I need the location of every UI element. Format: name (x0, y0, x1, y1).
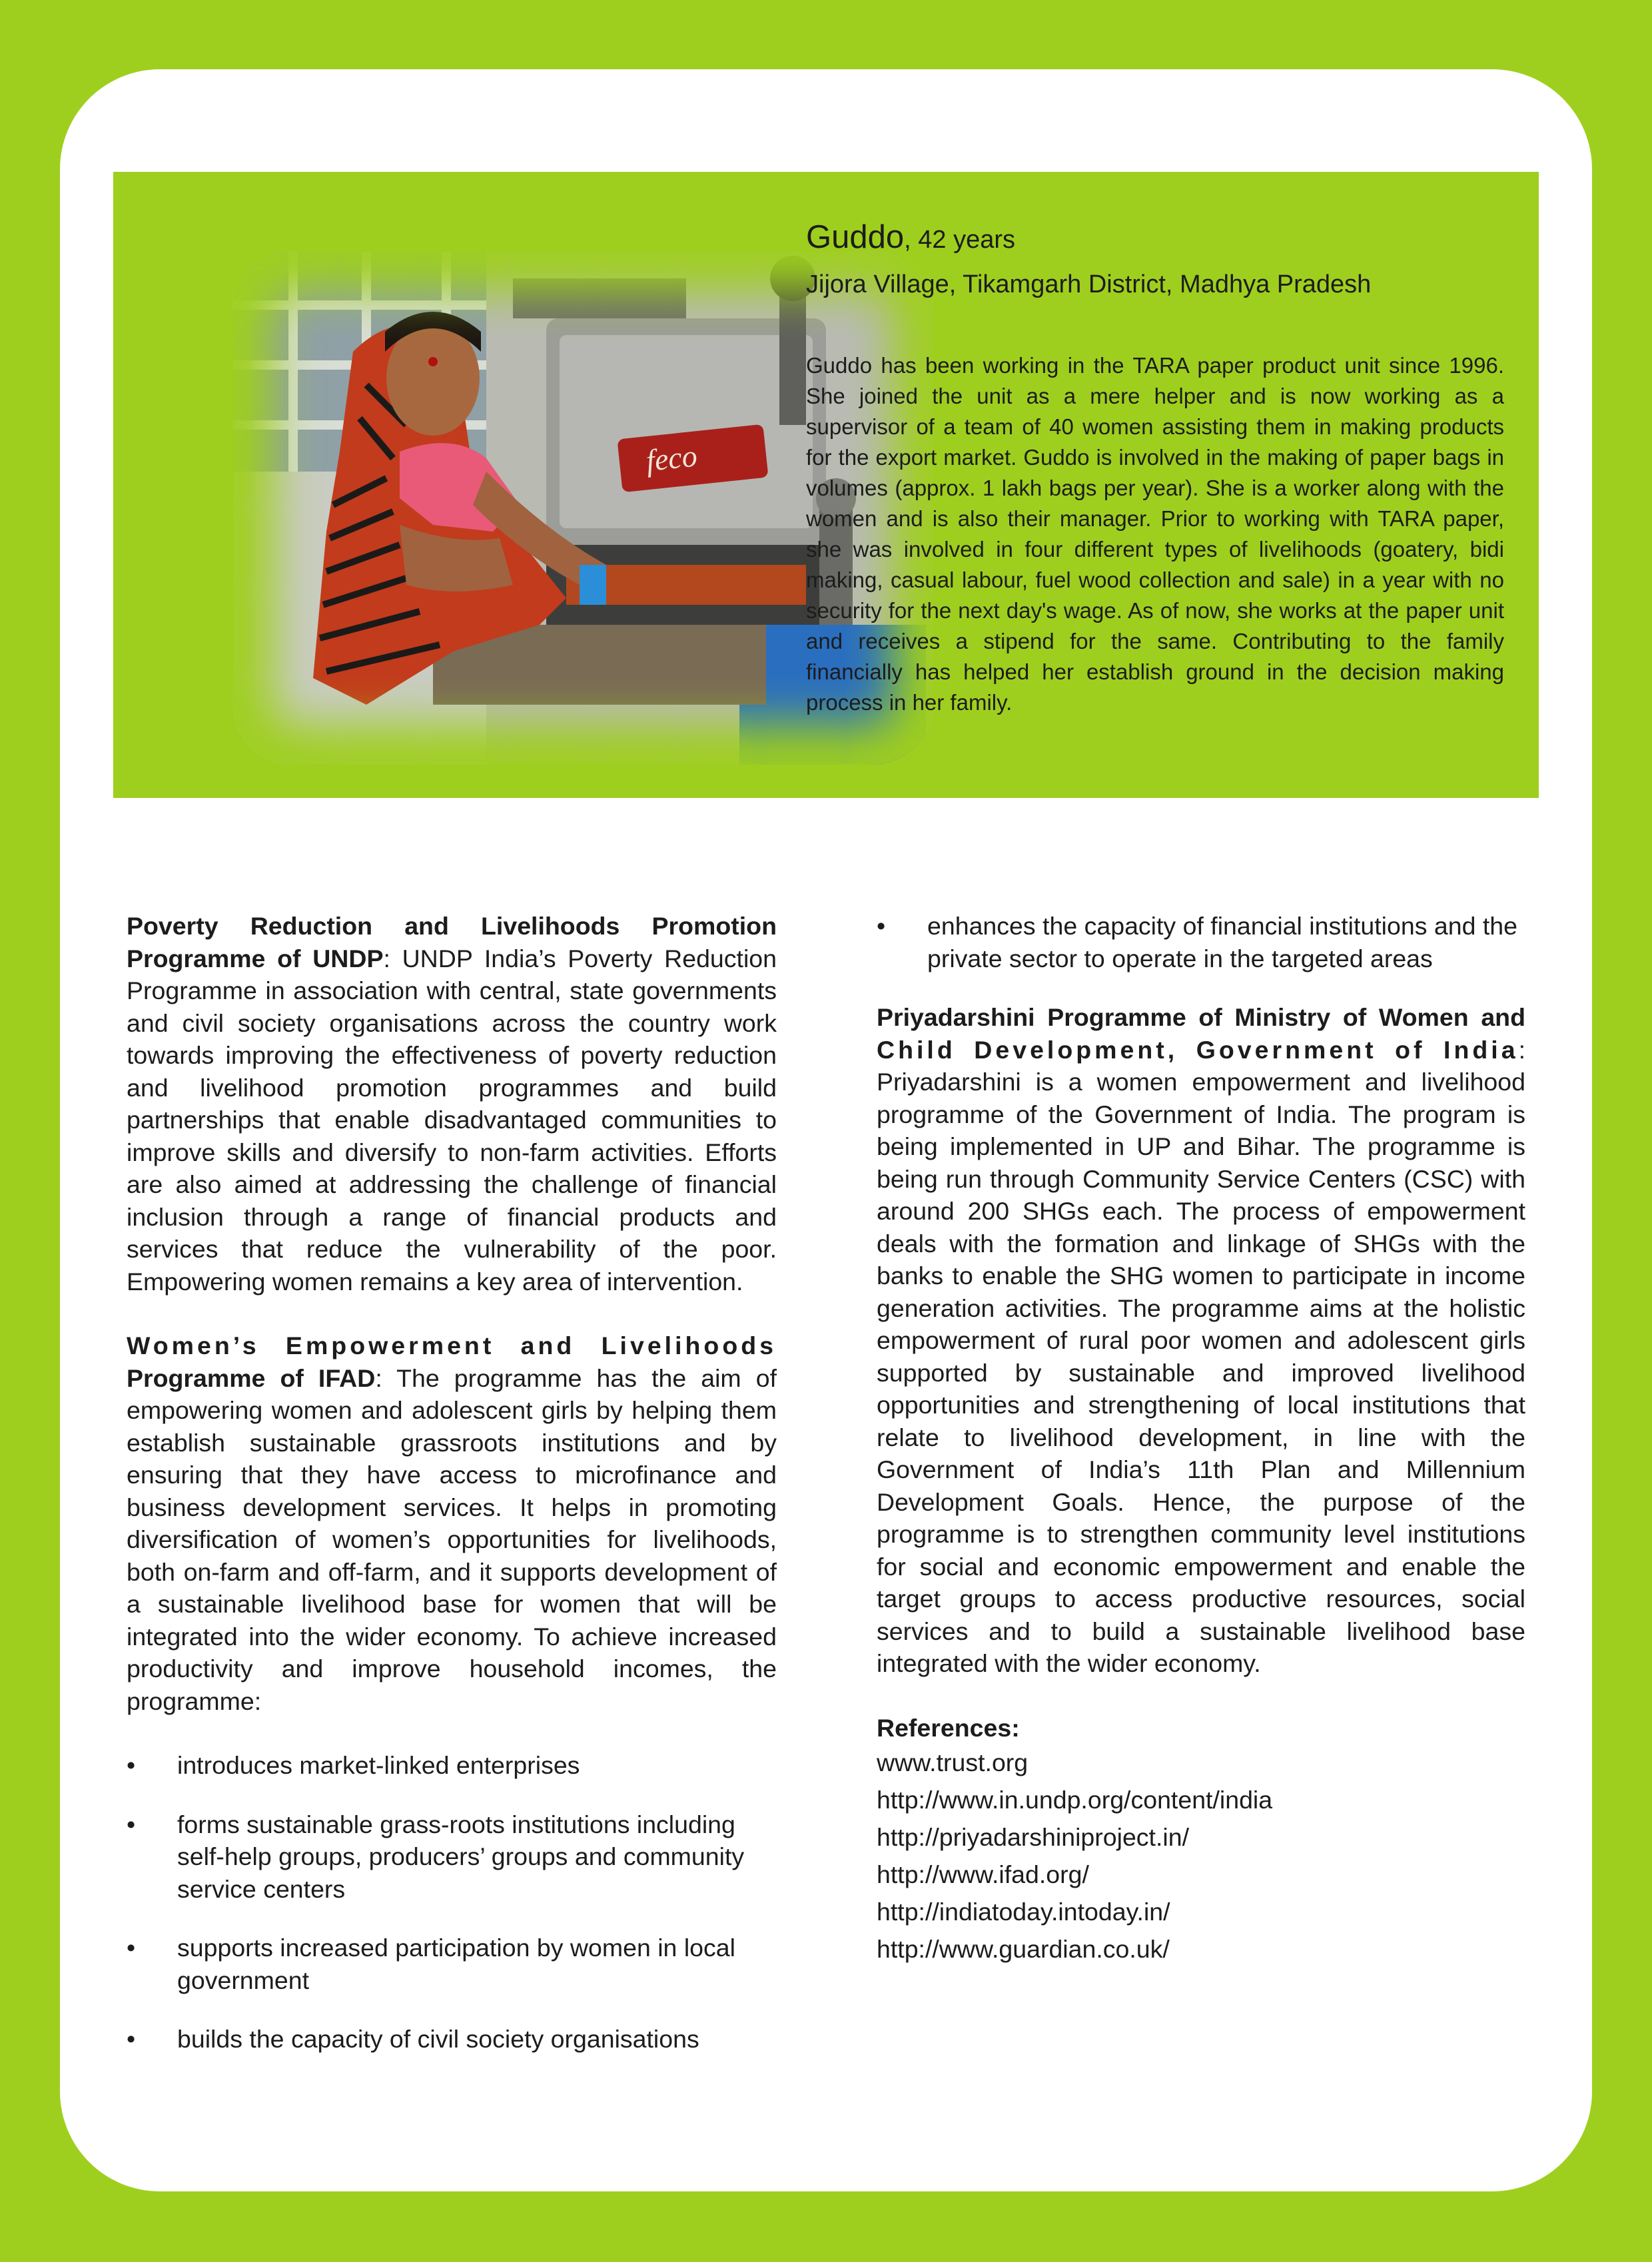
references-heading: References: (877, 1713, 1020, 1742)
ifad-bullet-list-continued (877, 910, 1525, 974)
references-list (877, 1744, 1525, 1968)
reference-link[interactable]: http://indiatoday.intoday.in/ (877, 1898, 1170, 1926)
person-age: , 42 years (904, 226, 1015, 254)
ifad-heading: Women’s Empowerment and Livelihoods (127, 1331, 777, 1359)
list-item: • builds the capacity of civil society organisations (127, 2023, 777, 2056)
priyadarshini-heading: Priyadarshini Programme of Ministry of Women and (877, 1003, 1525, 1031)
profile-panel (113, 172, 1539, 798)
person-name-line (806, 218, 1015, 256)
right-column (877, 910, 1525, 1968)
list-item: • introduces market-linked enterprises (127, 1749, 777, 1782)
ifad-paragraph (127, 1329, 777, 1717)
reference-link[interactable]: http://www.ifad.org/ (877, 1860, 1089, 1888)
reference-link[interactable]: www.trust.org (877, 1748, 1029, 1776)
person-bio: Guddo has been working in the TARA paper product unit since 1996. She joined the unit as a mere helper and is now working as a supervisor of a team of 40 women assisting them in making products for the export market. Guddo is involved in the making of paper bags in volumes (approx. 1 lakh bags per year). She is a worker along with the women and is also their manager. Prior to working with TARA paper, she was involved in four different types of livelihoods (goatery, bidi making, casual labour, fuel wood collection and sale) in a year with no security for the next day's wage. As of now, she works at the paper unit and receives a stipend for the same. Contributing to the family financially has helped her establish ground in the decision making process in her family. (806, 353, 1504, 715)
ifad-heading-line2: Programme of IFAD (127, 1363, 376, 1392)
person-name: Guddo (806, 219, 905, 255)
list-item: • supports increased participation by women in local government (127, 1932, 777, 1996)
priyadarshini-paragraph (877, 1001, 1525, 1680)
reference-link[interactable]: http://www.in.undp.org/content/india (877, 1786, 1273, 1814)
priyadarshini-heading-line2: Child Development, Government of India (877, 1035, 1519, 1064)
list-item: • enhances the capacity of financial institutions and the private sector to operate in the targeted areas (877, 910, 1525, 974)
priyadarshini-body: : Priyadarshini is a women empowerment and livelihood programme of the Government of India. The program is being implemented in UP and Bihar. The programme is being run through Community Service Centers (CSC) with around 200 SHGs each. The process of empowerment deals with the formation and linkage of SHGs with the banks to enable the SHG women to participate in income generation activities. The programme aims at the holistic empowerment of rural poor women and adolescent girls supported by sustainable and improved livelihood opportunities and strengthening of local institutions that relate to livelihood development, in line with the Government of India’s 11th Plan and Millennium Development Goals. Hence, the purpose of the programme is to strengthen community level institutions for social and economic empowerment and enable the target groups to access productive resources, social services and to build a sustainable livelihood base integrated with the wider economy. (877, 1035, 1525, 1677)
list-item: • forms sustainable grass-roots institutions including self-help groups, producers’ groups and community service centers (127, 1808, 777, 1906)
left-column (127, 910, 777, 2082)
undp-heading: Poverty Reduction and Livelihoods Promotion Programme of UNDP (127, 912, 777, 972)
reference-link[interactable]: http://priyadarshiniproject.in/ (877, 1823, 1189, 1851)
undp-paragraph (127, 910, 777, 1298)
machine-label: feco (644, 438, 699, 478)
ifad-bullet-list (127, 1749, 777, 2056)
person-location: Jijora Village, Tikamgarh District, Madhya Pradesh (806, 270, 1372, 298)
undp-body: : UNDP India’s Poverty Reduction Programme in association with central, state governments and civil society organisations across the country work towards improving the effectiveness of poverty reduction and livelihood promotion programmes and build partnerships that enable disadvantaged communities to improve skills and diversify to non-farm activities. Efforts are also aimed at addressing the challenge of financial inclusion through a range of financial products and services that reduce the vulnerability of the poor. Empowering women remains a key area of intervention. (127, 944, 777, 1296)
ifad-body: : The programme has the aim of empowering women and adolescent girls by helping them establish sustainable grassroots institutions and by ensuring that they have access to microfinance and business development services. It helps in promoting diversification of women’s opportunities for livelihoods, both on-farm and off-farm, and it supports development of a sustainable livelihood base for women that will be integrated into the wider economy. To achieve increased productivity and improve household incomes, the programme: (127, 1363, 777, 1715)
reference-link[interactable]: http://www.guardian.co.uk/ (877, 1935, 1170, 1963)
